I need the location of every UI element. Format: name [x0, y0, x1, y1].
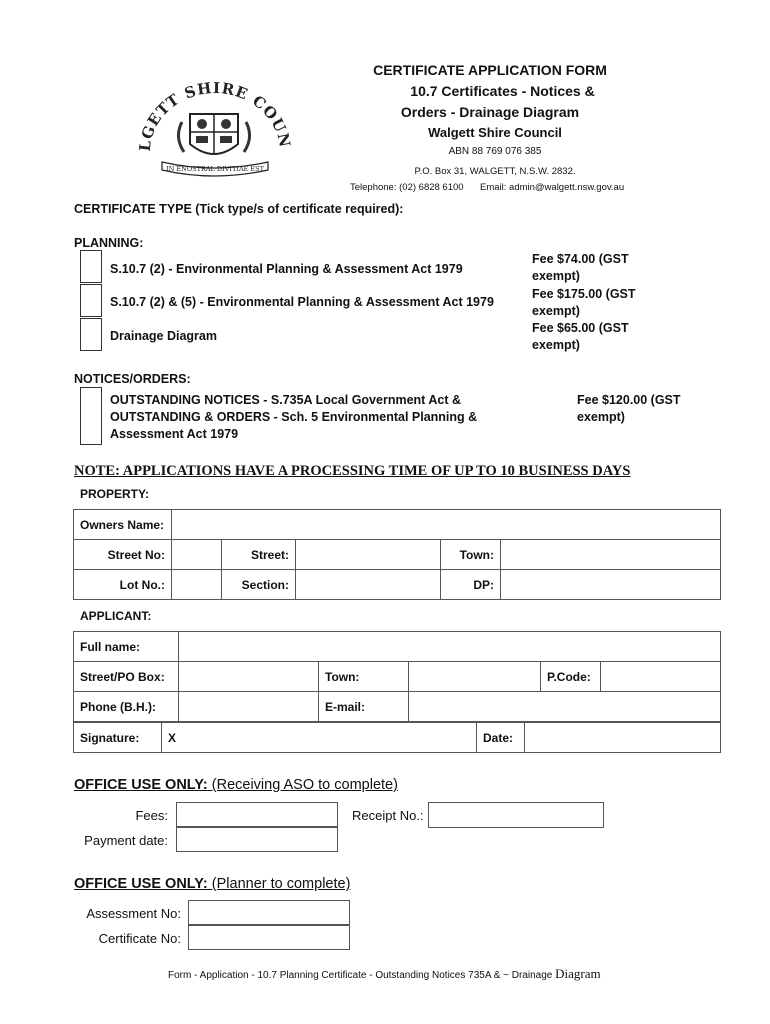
payment-date-label: Payment date: [84, 833, 168, 848]
street-po-label: Street/PO Box: [74, 662, 179, 692]
fee-s107-2 [532, 251, 629, 285]
fee-line: Fee $175.00 (GST [532, 287, 636, 301]
signature-field[interactable] [162, 723, 477, 753]
processing-note: NOTE: APPLICATIONS HAVE A PROCESSING TIME OF UP TO 10 BUSINESS DAYS [74, 463, 631, 479]
planning-heading: PLANNING: [74, 236, 144, 250]
certificate-no-label: Certificate No: [98, 931, 181, 946]
applicant-table [73, 631, 721, 722]
signature-table [73, 722, 721, 753]
notices-line: Assessment Act 1979 [110, 427, 239, 441]
email-field[interactable] [409, 692, 721, 722]
property-table [73, 509, 721, 600]
street-no-label: Street No: [74, 540, 172, 570]
dp-field[interactable] [501, 570, 721, 600]
pcode-field[interactable] [601, 662, 721, 692]
fee-line: exempt) [577, 410, 625, 424]
fees-label: Fees: [135, 808, 168, 823]
fee-notices [577, 392, 681, 426]
logo-text: LGETT SHIRE COUN [135, 82, 295, 153]
fee-line: Fee $65.00 (GST [532, 321, 629, 335]
applicant-town-label: Town: [319, 662, 409, 692]
certificate-no-field[interactable] [188, 925, 350, 950]
full-name-field[interactable] [179, 632, 721, 662]
fee-s107-2-5 [532, 286, 636, 320]
phone-label: Phone (B.H.): [74, 692, 179, 722]
abn: ABN 88 769 076 385 [448, 146, 542, 157]
street-field[interactable] [296, 540, 441, 570]
notices-description [110, 392, 477, 443]
street-po-field[interactable] [179, 662, 319, 692]
notices-line: OUTSTANDING NOTICES - S.735A Local Government Act & [110, 393, 461, 407]
assessment-no-label: Assessment No: [86, 906, 181, 921]
footer-text: Form - Application - 10.7 Planning Certificate - Outstanding Notices 735A & ~ Drainage [168, 970, 553, 981]
fee-line: Fee $74.00 (GST [532, 252, 629, 266]
fee-drainage [532, 320, 629, 354]
owners-name-label: Owners Name: [74, 510, 172, 540]
postal-address: P.O. Box 31, WALGETT, N.S.W. 2832. [414, 166, 576, 177]
council-name: Walgett Shire Council [428, 125, 562, 140]
planning-item-drainage: Drainage Diagram [110, 329, 217, 343]
checkbox-outstanding-notices[interactable] [80, 387, 102, 445]
fee-line: exempt) [532, 338, 580, 352]
full-name-label: Full name: [74, 632, 179, 662]
office-use-planner-heading [74, 876, 350, 892]
owners-name-field[interactable] [172, 510, 721, 540]
checkbox-s107-2[interactable] [80, 250, 102, 283]
date-label: Date: [477, 723, 525, 753]
form-title-line1: CERTIFICATE APPLICATION FORM [373, 62, 607, 78]
logo-motto: IN ENOSTRAL DIVITIAE EST [166, 165, 264, 173]
checkbox-s107-2-5[interactable] [80, 284, 102, 317]
property-town-field[interactable] [501, 540, 721, 570]
date-field[interactable] [525, 723, 721, 753]
street-label: Street: [222, 540, 296, 570]
pcode-label: P.Code: [541, 662, 601, 692]
office-use-aso-heading [74, 777, 398, 793]
office-use-bold: OFFICE USE ONLY: [74, 777, 208, 793]
phone-field[interactable] [179, 692, 319, 722]
applicant-heading: APPLICANT: [80, 609, 152, 623]
lot-no-label: Lot No.: [74, 570, 172, 600]
signature-mark: X [168, 730, 177, 745]
planning-item-s107-2: S.10.7 (2) - Environmental Planning & Assessment Act 1979 [110, 262, 463, 276]
planning-item-s107-2-5: S.10.7 (2) & (5) - Environmental Planning & Assessment Act 1979 [110, 295, 494, 309]
section-label: Section: [222, 570, 296, 600]
fee-line: exempt) [532, 304, 580, 318]
council-logo [132, 82, 297, 182]
signature-label: Signature: [74, 723, 162, 753]
email-address: Email: admin@walgett.nsw.gov.au [480, 182, 625, 193]
assessment-no-field[interactable] [188, 900, 350, 925]
street-no-field[interactable] [172, 540, 222, 570]
form-title-line3: Orders - Drainage Diagram [400, 104, 580, 120]
checkbox-drainage-diagram[interactable] [80, 318, 102, 351]
notices-heading: NOTICES/ORDERS: [74, 372, 191, 386]
office-use-bold: OFFICE USE ONLY: [74, 876, 208, 892]
applicant-town-field[interactable] [409, 662, 541, 692]
receipt-no-field[interactable] [428, 802, 604, 828]
fees-field[interactable] [176, 802, 338, 827]
section-field[interactable] [296, 570, 441, 600]
footer [168, 966, 601, 982]
receipt-no-label: Receipt No.: [352, 808, 424, 823]
property-heading: PROPERTY: [80, 487, 150, 501]
office-use-rest: (Planner to complete) [207, 876, 351, 892]
lot-no-field[interactable] [172, 570, 222, 600]
form-title-line2: 10.7 Certificates - Notices & [410, 83, 595, 99]
certificate-type-heading: CERTIFICATE TYPE (Tick type/s of certificate required): [74, 202, 404, 216]
fee-line: Fee $120.00 (GST [577, 393, 681, 407]
notices-line: OUTSTANDING & ORDERS - Sch. 5 Environmental Planning & [110, 410, 478, 424]
footer-text-serif: Diagram [555, 966, 601, 981]
property-town-label: Town: [441, 540, 501, 570]
payment-date-field[interactable] [176, 827, 338, 852]
fee-line: exempt) [532, 269, 580, 283]
telephone: Telephone: (02) 6828 6100 [350, 182, 464, 193]
office-use-rest: (Receiving ASO to complete) [207, 777, 398, 793]
email-label: E-mail: [319, 692, 409, 722]
dp-label: DP: [441, 570, 501, 600]
